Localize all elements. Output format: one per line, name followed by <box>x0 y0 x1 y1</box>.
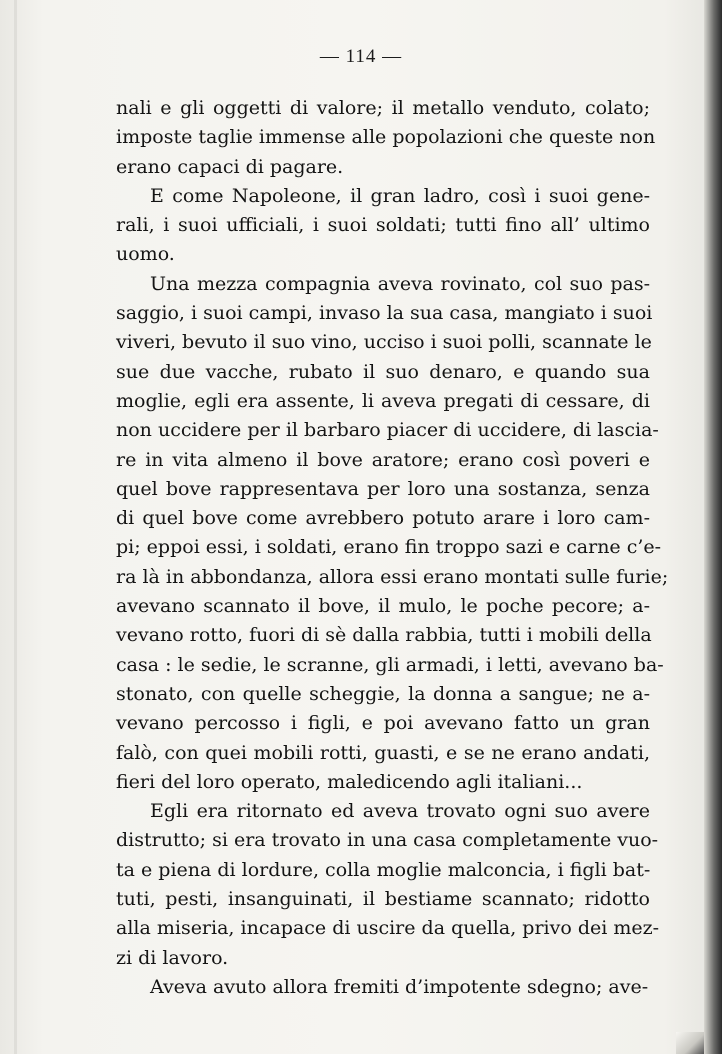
text-line: Egli era ritornato ed aveva trovato ogni suo avere <box>150 800 650 823</box>
text-line: rali, i suoi ufficiali, i suoi soldati; tutti fino all’ ultimo <box>116 214 650 237</box>
text-line: imposte taglie immense alle popolazioni che queste non <box>116 126 656 149</box>
text-line: avevano scannato il bove, il mulo, le poche pecore; a- <box>116 595 650 618</box>
text-line: E come Napoleone, il gran ladro, così i suoi gene- <box>150 184 650 207</box>
paragraph <box>116 797 660 973</box>
text-line: Aveva avuto allora fremiti d’impotente sdegno; ave- <box>150 975 649 998</box>
text-line: casa : le sedie, le scranne, gli armadi, i letti, avevano ba- <box>116 653 664 676</box>
text-line: Una mezza compagnia aveva rovinato, col suo pas- <box>150 272 650 295</box>
text-line: di quel bove come avrebbero potuto arare i loro cam- <box>116 507 650 530</box>
text-line: alla miseria, incapace di uscire da quella, privo dei mez- <box>116 917 660 940</box>
text-line: erano capaci di pagare. <box>116 155 344 178</box>
text-line: viveri, bevuto il suo vino, ucciso i suoi polli, scannate le <box>116 331 652 354</box>
text-line: vevano rotto, fuori di sè dalla rabbia, tutti i mobili della <box>116 624 652 647</box>
text-line: distrutto; si era trovato in una casa completamente vuo- <box>116 829 659 852</box>
paragraph <box>116 270 669 797</box>
text-line: ta e piena di lordure, colla moglie malconcia, i figli bat- <box>116 858 651 881</box>
text-line: falò, con quei mobili rotti, guasti, e se ne erano andati, <box>116 741 650 764</box>
text-line: quel bove rappresentava per loro una sostanza, senza <box>116 477 650 500</box>
text-line: re in vita almeno il bove aratore; erano così poveri e <box>116 448 650 471</box>
text-line: nali e gli oggetti di valore; il metallo venduto, colato; <box>116 97 650 119</box>
body-text <box>116 94 669 1002</box>
text-line: moglie, egli era assente, li aveva pregati di cessare, di <box>116 389 650 412</box>
text-line: tuti, pesti, insanguinati, il bestiame scannato; ridotto <box>116 888 650 911</box>
page-corner-shadow <box>676 1032 704 1054</box>
text-line: stonato, con quelle scheggie, la donna a sangue; ne a- <box>116 682 650 705</box>
text-line: ra là in abbondanza, allora essi erano montati sulle furie; <box>116 565 669 588</box>
text-line: saggio, i suoi campi, invaso la sua casa, mangiato i suoi <box>116 302 653 325</box>
text-line: zi di lavoro. <box>116 946 229 969</box>
text-line: vevano percosso i figli, e poi avevano fatto un gran <box>116 712 650 735</box>
text-line: pi; eppoi essi, i soldati, erano fin troppo sazi e carne c’e- <box>116 536 662 559</box>
text-line: fieri del loro operato, maledicendo agli italiani... <box>116 770 583 793</box>
text-line: non uccidere per il barbaro piacer di uccidere, di lascia- <box>116 419 659 442</box>
page-number: — 114 — <box>319 46 403 67</box>
text-line: sue due vacche, rubato il suo denaro, e quando sua <box>116 360 650 383</box>
paragraph <box>116 182 650 270</box>
paragraph <box>116 94 656 182</box>
text-line: uomo. <box>116 243 175 266</box>
page-right-edge <box>704 0 722 1054</box>
page-left-shadow <box>14 0 17 1054</box>
paragraph <box>116 973 650 1002</box>
